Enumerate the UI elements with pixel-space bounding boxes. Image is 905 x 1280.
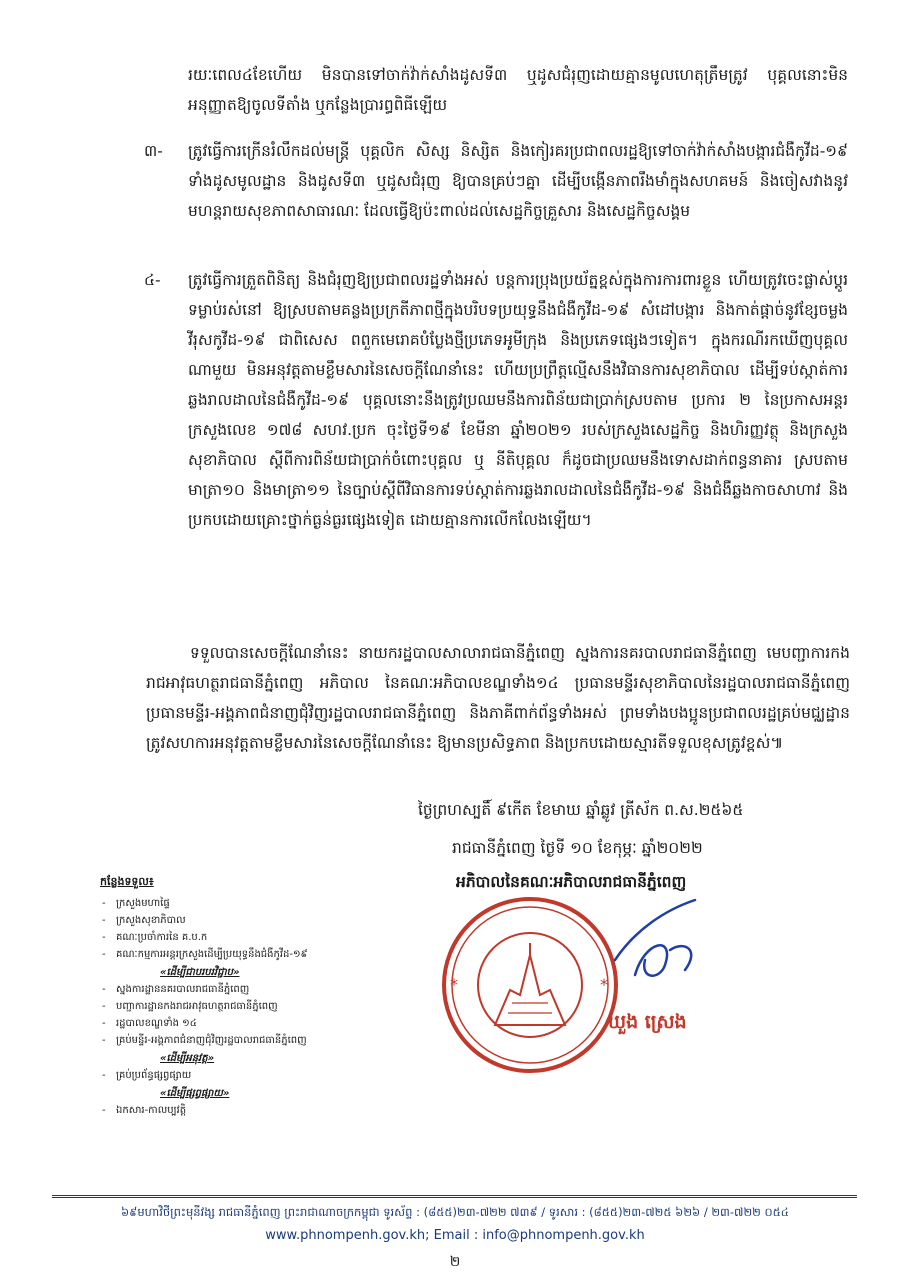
footer-address: ៦៩មហាវិថីព្រះមុនីវង្ស រាជធានីភ្នំពេញ ព្រះរាជាណាចក្រកម្ពុជា ទូរស័ព្ទ : (៨៥៥)២៣-៧២២ ៧៣៩ / ទូរសារ : (៨៥៥)២៣-៧២៥ ៦២៦ / ២៣-៧២២ ០៥៤: [121, 1205, 789, 1219]
recipient-item: - គណៈប្រចាំការនៃ គ.ប.ក: [100, 931, 390, 945]
lunar-date: ថ្ងៃព្រហស្បតិ៍ ៩កើត ខែមាឃ ឆ្នាំឆ្លូវ ត្រីស័ក ព.ស.២៥៦៥: [418, 801, 744, 819]
recipients-items: [100, 897, 390, 1118]
footer-contact: www.phnompenh.gov.kh; Email : info@phnompenh.gov.kh: [265, 1228, 645, 1243]
list-item-text: ត្រូវធ្វើការត្រួតពិនិត្យ និងជំរុញឱ្យប្រជាពលរដ្ឋទាំងអស់ បន្តការប្រុងប្រយ័ត្នខ្ពស់ក្នុងការការពារខ្លួន ហើយត្រូវចេះផ្លាស់ប្តូរទម្លាប់រស់នៅ ឱ្យស្របតាមគន្លងប្រក្រតីភាពថ្មីក្នុងបរិបទប្រយុទ្ធនឹងជំងឺកូវីដ-១៩ សំដៅបង្ការ និងកាត់ផ្តាច់នូវខ្សែចម្លងវីរុសកូវីដ-១៩ ជាពិសេស ពពួកមេរោគបំប្លែងថ្មីប្រភេទអូមីក្រុង និងប្រភេទផ្សេងៗទៀត។ ក្នុងករណីរកឃើញបុគ្គលណាមួយ មិនអនុវត្តតាមខ្លឹមសារនៃសេចក្តីណែនាំនេះ ហើយប្រព្រឹត្តល្មើសនឹងវិធានការសុខាភិបាល ដើម្បីទប់ស្កាត់ការឆ្លងរាលដាលនៃជំងឺកូវីដ-១៩ បុគ្គលនោះនឹងត្រូវប្រឈមនឹងការពិន័យជាប្រាក់ស្របតាម ប្រការ ២ នៃប្រកាសអន្តរក្រសួងលេខ ១៧៨ សហវ.ប្រក ចុះថ្ងៃទី១៩ ខែមីនា ឆ្នាំ២០២១ របស់ក្រសួងសេដ្ឋកិច្ច និងហិរញ្ញវត្ថុ និងក្រសួងសុខាភិបាល ស្តីពីការពិន័យជាប្រាក់ចំពោះបុគ្គល ឬ នីតិបុគ្គល ក៏ដូចជាប្រឈមនឹងទោសដាក់ពន្ធនាគារ ស្របតាមមាត្រា១០ និងមាត្រា១១ នៃច្បាប់ស្តីពីវិធានការទប់ស្កាត់ការឆ្លងរាលដាលនៃជំងឺកូវីដ-១៩ និងជំងឺឆ្លងកាចសាហាវ និងប្រកបដោយគ្រោះថ្នាក់ធ្ងន់ធ្ងរផ្សេងទៀត ដោយគ្មានការលើកលែងឡើយ។: [188, 271, 848, 529]
recipient-item: - គ្រប់មន្ទីរ-អង្គភាពជំនាញជុំវិញរដ្ឋបាលរាជធានីភ្នំពេញ: [100, 1034, 390, 1048]
recipient-item: - បញ្ជាការដ្ឋានកងរាជអាវុធហត្ថរាជធានីភ្នំពេញ: [100, 1000, 390, 1014]
recipient-purpose: «ដើម្បីអនុវត្ត»: [160, 1053, 215, 1064]
list-item-text: ត្រូវធ្វើការក្រើនរំលឹកដល់មន្ត្រី បុគ្គលិក សិស្ស និស្សិត និងកៀរគរប្រជាពលរដ្ឋឱ្យទៅចាក់វ៉ាក់សាំងបង្ការជំងឺកូវីដ-១៩ ទាំងដូសមូលដ្ឋាន និងដូសទី៣ ឬដូសជំរុញ ឱ្យបានគ្រប់ៗគ្នា ដើម្បីបង្កើនភាពរឹងមាំក្នុងសហគមន៍ និងចៀសវាងនូវមហន្តរាយសុខភាពសាធារណៈ ដែលធ្វើឱ្យប៉ះពាល់ដល់សេដ្ឋកិច្ចគ្រួសារ និងសេដ្ឋកិច្ចសង្គម: [188, 142, 848, 220]
recipient-item: - គ្រប់ប្រព័ន្ធផ្សព្វផ្សាយ: [100, 1069, 390, 1083]
footer-divider: [52, 1195, 857, 1198]
recipient-item: - ស្នងការដ្ឋាននគរបាលរាជធានីភ្នំពេញ: [100, 983, 390, 997]
recipients-list: [100, 875, 390, 1121]
recipient-item: - ឯកសារ-កាលប្បវត្តិ: [100, 1104, 390, 1118]
list-item-number: ៤-: [144, 271, 161, 289]
official-seal-icon: [440, 895, 620, 1075]
recipient-item: - រដ្ឋបាលខណ្ឌទាំង ១៤: [100, 1017, 390, 1031]
signer-title: អភិបាលនៃគណៈអភិបាលរាជធានីភ្នំពេញ: [456, 873, 687, 891]
solar-date: រាជធានីភ្នំពេញ ថ្ងៃទី ១០ ខែកុម្ភៈ ឆ្នាំ២០២២: [452, 839, 703, 857]
recipient-purpose: «ដើម្បីជាបរបរវិជ្ជាប»: [160, 967, 240, 978]
closing-paragraph: ទទួលបានសេចក្តីណែនាំនេះ នាយករដ្ឋបាលសាលារាជធានីភ្នំពេញ ស្នងការនគរបាលរាជធានីភ្នំពេញ មេបញ្ជាការកងរាជអាវុធហត្ថរាជធានីភ្នំពេញ អភិបាល នៃគណៈអភិបាលខណ្ឌទាំង១៤ ប្រធានមន្ទីរសុខាភិបាលនៃរដ្ឋបាលរាជធានីភ្នំពេញ ប្រធានមន្ទីរ-អង្គភាពជំនាញជុំវិញរដ្ឋបាលរាជធានីភ្នំពេញ និងភាគីពាក់ព័ន្ធទាំងអស់ ព្រមទាំងបងប្អូនប្រជាពលរដ្ឋគ្រប់មជ្ឈដ្ឋាន ត្រូវសហការអនុវត្តតាមខ្លឹមសារនៃសេចក្តីណែនាំនេះ ឱ្យមានប្រសិទ្ធភាព និងប្រកបដោយស្មារតីទទួលខុសត្រូវខ្ពស់៕: [146, 644, 850, 752]
svg-text:*: *: [600, 975, 608, 994]
recipients-heading: កន្លែងទទួល៖: [100, 875, 154, 888]
list-item-number: ៣-: [144, 142, 163, 160]
signature-icon: [605, 880, 715, 990]
recipient-purpose: «ដើម្បីផ្សព្វផ្សាយ»: [160, 1088, 230, 1099]
recipient-item: - គណៈកម្មការអន្តរក្រសួងដើម្បីប្រយុទ្ធនឹងជំងឺកូវីដ-១៩: [100, 948, 390, 962]
svg-text:*: *: [450, 975, 458, 994]
recipient-item: - ក្រសួងសុខាភិបាល: [100, 914, 390, 928]
continued-paragraph: រយៈពេល៤ខែហើយ មិនបានទៅចាក់វ៉ាក់សាំងដូសទី៣ ឬដូសជំរុញដោយគ្មានមូលហេតុត្រឹមត្រូវ បុគ្គលនោះមិនអនុញ្ញាតឱ្យចូលទីតាំង ឬកន្លែងប្រារព្ធពិធីឡើយ: [188, 66, 848, 114]
page-number: ២: [449, 1254, 461, 1270]
signer-name: ឃួង ស្រេង: [608, 1011, 687, 1033]
recipient-item: - ក្រសួងមហាផ្ទៃ: [100, 897, 390, 911]
